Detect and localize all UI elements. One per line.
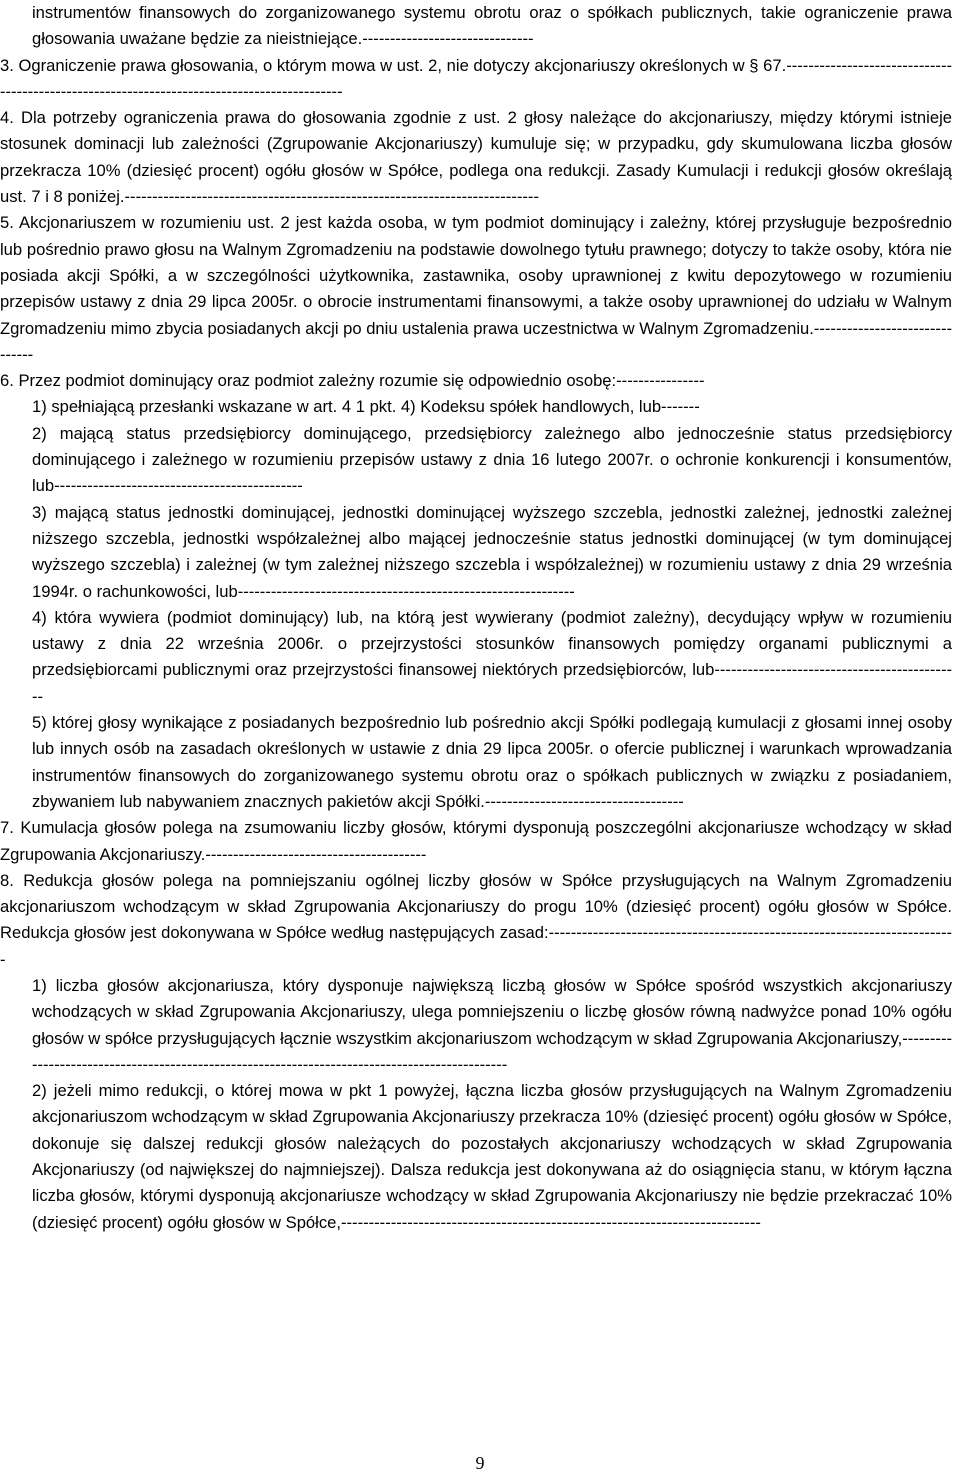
list-item: 2) mającą status przedsiębiorcy dominującego, przedsiębiorcy zależnego albo jednocześnie status przedsiębiorcy dominującego i zależnego w rozumieniu przepisów ustawy z dnia 16 lutego 2007r. o ochronie konkurencji i konsumentów, lub--------------------------------------------- xyxy=(32,423,952,496)
paragraph: 7. Kumulacja głosów polega na zsumowaniu liczby głosów, którymi dysponują poszczególni akcjonariusze wchodzący w skład Zgrupowania Akcjonariuszy.---------------------------------------- xyxy=(0,818,952,864)
list-item: 5) której głosy wynikające z posiadanych bezpośrednio lub pośrednio akcji Spółki podlegają kumulacji z głosami innej osoby lub innych osób na zasadach określonych w ustawie z dnia 29 lipca 2005r. o ofercie publicznej i warunkach wprowadzania instrumentów finansowych do zorganizowanego systemu obrotu oraz o spółkach publicznych w związku z posiadaniem, zbywaniem lub nabywaniem znacznych pakietów akcji Spółki.------------------------------------ xyxy=(32,713,952,811)
paragraph: instrumentów finansowych do zorganizowanego systemu obrotu oraz o spółkach publicznych, takie ograniczenie prawa głosowania uważane będzie za nieistniejące.------------------------------- xyxy=(32,3,952,49)
paragraph: 5. Akcjonariuszem w rozumieniu ust. 2 jest każda osoba, w tym podmiot dominujący i zależny, której przysługuje bezpośrednio lub pośrednio prawo głosu na Walnym Zgromadzeniu na podstawie dowolnego tytułu prawnego; dotyczy to także osoby, która nie posiada akcji Spółki, a w szczególności użytkownika, zastawnika, osoby uprawnionej z kwitu depozytowego w rozumieniu przepisów ustawy z dnia 29 lipca 2005r. o obrocie instrumentami finansowymi, a także osoby uprawnionej do udziału w Walnym Zgromadzeniu mimo zbycia posiadanych akcji po dniu ustalenia prawa uczestnictwa w Walnym Zgromadzeniu.------------------------------- xyxy=(0,213,952,364)
list-item: 2) jeżeli mimo redukcji, o której mowa w pkt 1 powyżej, łączna liczba głosów przysługujących na Walnym Zgromadzeniu akcjonariuszom wchodzącym w skład Zgrupowania Akcjonariuszy przekracza 10% (dziesięć procent) ogółu głosów w Spółce, dokonuje się dalszej redukcji głosów należących do pozostałych akcjonariuszy wchodzących w skład Zgrupowania Akcjonariuszy (od największej do najmniejszej). Dalsza redukcja jest dokonywana aż do osiągnięcia stanu, w którym łączna liczba głosów, którymi dysponują akcjonariusze wchodzący w skład Zgrupowania Akcjonariuszy nie będzie przekraczać 10% (dziesięć procent) ogółu głosów w Spółce,---------------------------------------------------------------------------- xyxy=(32,1081,952,1232)
list-item: 1) spełniającą przesłanki wskazane w art. 4 1 pkt. 4) Kodeksu spółek handlowych, lub------- xyxy=(32,397,700,417)
paragraph: 6. Przez podmiot dominujący oraz podmiot zależny rozumie się odpowiednio osobę:---------------- xyxy=(0,371,705,391)
paragraph: 3. Ograniczenie prawa głosowania, o którym mowa w ust. 2, nie dotyczy akcjonariuszy określonych w § 67.-------------------------------------------------------------------------------------------- xyxy=(0,55,952,101)
list-item: 3) mającą status jednostki dominującej, jednostki dominującej wyższego szczebla, jednostki zależnej, jednostki zależnej niższego szczebla, jednostki współzależnej albo mającej jednocześnie status jednostki dominującej (w tym dominującej wyższego szczebla) i zależnej (w tym zależnej niższego szczebla i współzależnej) w rozumieniu ustawy z dnia 29 września 1994r. o rachunkowości, lub------------------------------------------------------------- xyxy=(32,502,952,601)
list-item: 4) która wywiera (podmiot dominujący) lub, na którą jest wywierany (podmiot zależny), decydujący wpływ w rozumieniu ustawy z dnia 22 września 2006r. o przejrzystości stosunków finansowych pomiędzy organami publicznymi a przedsiębiorcami publicznymi oraz przejrzystości finansowej niektórych przedsiębiorców, lub--------------------------------------------- xyxy=(32,607,952,706)
list-item: 1) liczba głosów akcjonariusza, który dysponuje największą liczbą głosów w Spółce spośród wszystkich akcjonariuszy wchodzących w skład Zgrupowania Akcjonariuszy, ulega pomniejszeniu o liczbę głosów równą nadwyżce ponad 10% ogółu głosów w spółce przysługujących łącznie wszystkim akcjonariuszom wchodzącym w skład Zgrupowania Akcjonariuszy,----------------------------------------------------------------------------------------------- xyxy=(32,975,953,1074)
paragraph: 4. Dla potrzeby ograniczenia prawa do głosowania zgodnie z ust. 2 głosy należące do akcjonariuszy, między którymi istnieje stosunek dominacji lub zależności (Zgrupowanie Akcjonariuszy) kumuluje się; w przypadku, gdy skumulowana liczba głosów przekracza 10% (dziesięć procent) ogółu głosów w Spółce, podlega ona redukcji. Zasady Kumulacji i redukcji głosów określają ust. 7 i 8 poniżej.--------------------------------------------------------------------------- xyxy=(0,108,952,207)
paragraph: 8. Redukcja głosów polega na pomniejszaniu ogólnej liczby głosów w Spółce przysługujących na Walnym Zgromadzeniu akcjonariuszom wchodzącym w skład Zgrupowania Akcjonariuszy do progu 10% (dziesięć procent) ogółu głosów w Spółce. Redukcja głosów jest dokonywana w Spółce według następujących zasad:-------------------------------------------------------------------------- xyxy=(0,870,952,969)
page-number: 9 xyxy=(475,1453,485,1473)
